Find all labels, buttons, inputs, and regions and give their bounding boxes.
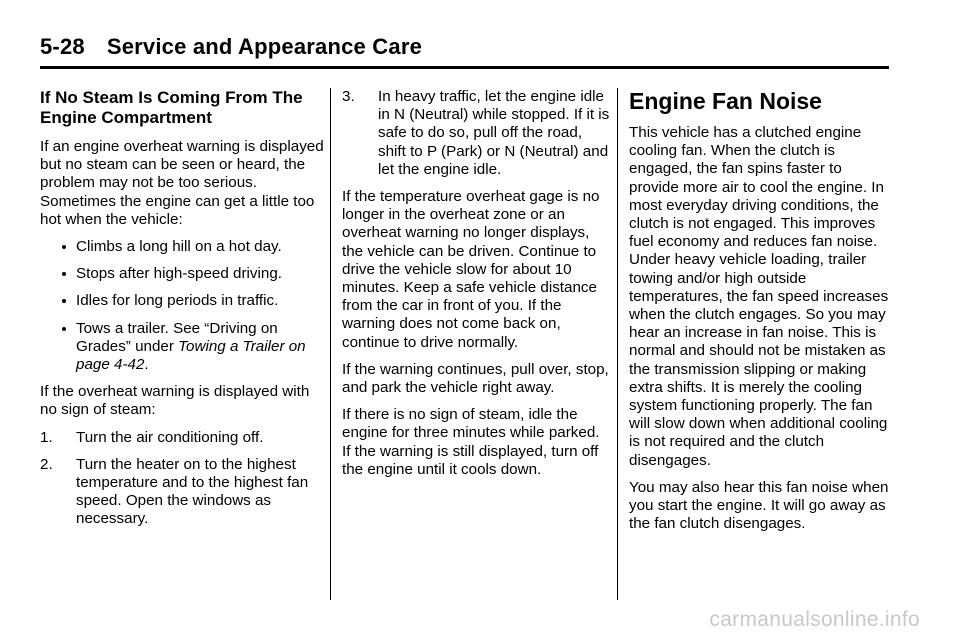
header-rule [40,66,889,69]
paragraph: If an engine overheat warning is displayed but no steam can be seen or heard, the problem may not be too serious. Sometimes the engine can get a little too hot when the vehicle: [40,138,324,228]
section-title: Service and Appearance Care [106,34,423,59]
column-middle [342,88,612,488]
step-text: Turn the air conditioning off. [76,428,264,446]
bullet-text: . [144,356,149,374]
watermark: carmanualsonline.info [709,608,920,631]
bullet-text: Tows a trailer. See “Driving on Grades” under [76,319,278,355]
paragraph: If the overheat warning is displayed with no sign of steam: [40,383,310,419]
subheading-no-steam: If No Steam Is Coming From The Engine Compartment [40,88,303,127]
column-divider [617,88,618,600]
step-text: In heavy traffic, let the engine idle in N (Neutral) while stopped. If it is safe to do so, pull off the road, shift to P (Park) or N (Neutral) and let the engine idle. [378,88,610,178]
numbered-step [40,456,324,529]
paragraph: You may also hear this fan noise when you start the engine. It will go away as the fan clutch disengages. [629,478,889,533]
paragraph: This vehicle has a clutched engine cooling fan. When the clutch is engaged, the fan spins faster to provide more air to cool the engine. In most everyday driving conditions, the clutch is not engaged. This improves fuel economy and reduces fan noise. Under heavy vehicle loading, trailer towing and/or high outside temperatures, the fan speed increases when the clutch engages. So you may hear an increase in fan noise. This is normal and should not be mistaken as the transmission slipping or making extra shifts. It is merely the cooling system functioning properly. The fan will slow down when additional cooling is not required and the clutch disengages. [629,124,889,469]
page-header [40,34,422,60]
list-item: Idles for long periods in traffic. [62,292,324,310]
list-item: Stops after high-speed driving. [62,265,324,283]
numbered-step [342,88,612,179]
column-left [40,88,324,538]
step-text: Turn the heater on to the highest temperature and to the highest fan speed. Open the windows as necessary. [76,455,309,528]
column-divider [330,88,331,600]
numbered-step [40,429,324,447]
step-number: 3. [342,88,355,105]
cross-reference-link[interactable]: Towing a Trailer on page 4-42 [76,337,306,374]
list-item: Climbs a long hill on a hot day. [62,238,324,256]
column-right [629,88,891,542]
paragraph: If the temperature overheat gage is no longer in the overheat zone or an overheat warning no longer displays, the vehicle can be driven. Continue to drive the vehicle slow for about 10 minutes. Keep a safe vehicle distance from the car in front of you. If the warning does not come back on, continue to drive normally. [342,188,600,351]
list-item [62,320,324,375]
paragraph: If there is no sign of steam, idle the engine for three minutes while parked. If the warning is still displayed, turn off the engine until it cools down. [342,406,600,478]
step-number: 1. [40,428,53,446]
page-number: 5-28 [40,34,85,59]
step-number: 2. [40,455,53,473]
paragraph: If the warning continues, pull over, stop, and park the vehicle right away. [342,360,609,397]
heading-engine-fan-noise: Engine Fan Noise [629,88,822,114]
